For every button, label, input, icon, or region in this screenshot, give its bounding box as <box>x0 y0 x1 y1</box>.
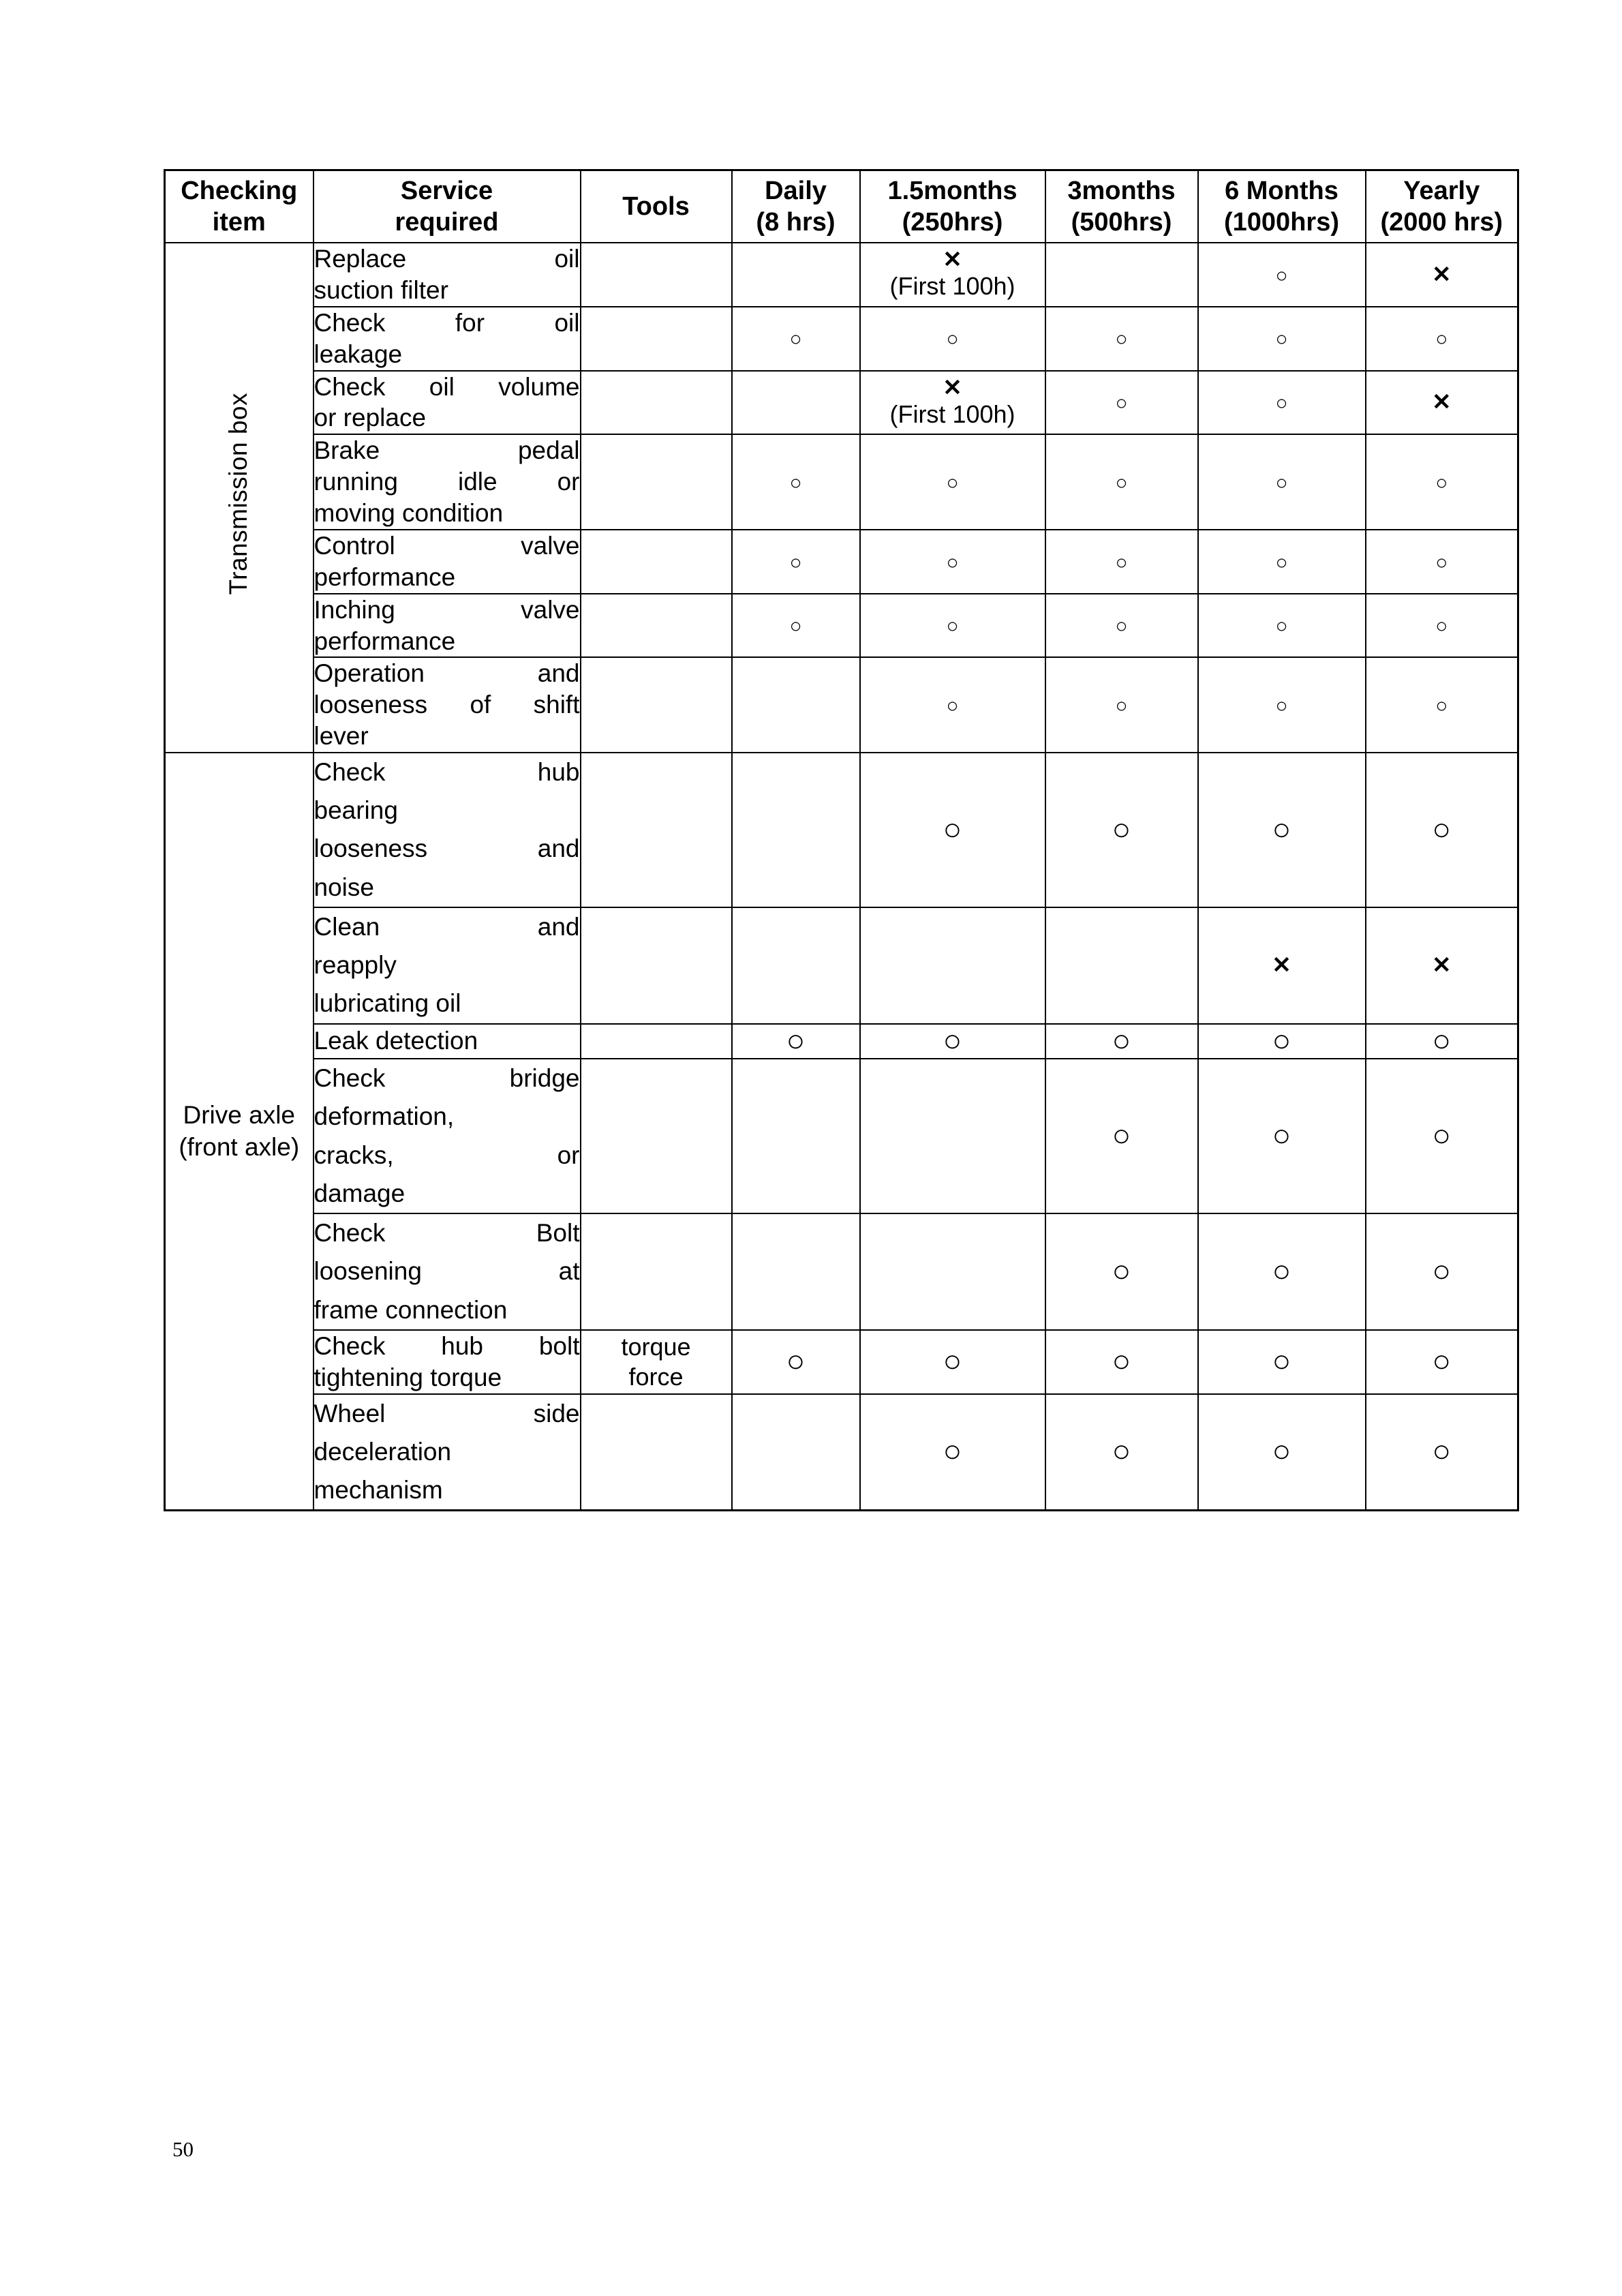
circle-icon: ○ <box>1115 694 1128 717</box>
header-line: 3months <box>1067 176 1176 205</box>
mark-yearly <box>1366 243 1518 307</box>
mark-6-months <box>1198 530 1366 594</box>
circle-icon: ○ <box>1275 471 1288 494</box>
cross-icon: ✕ <box>1432 261 1452 288</box>
service-line: lubricating oil <box>313 989 461 1018</box>
circle-icon: ○ <box>789 551 802 574</box>
mark-daily <box>732 1059 860 1213</box>
circle-icon: ○ <box>1432 1433 1452 1469</box>
service-line: Brake pedal <box>313 436 580 465</box>
first-100h-note: (First 100h) <box>889 399 1015 428</box>
circle-icon: ○ <box>1275 264 1288 287</box>
mark-yearly <box>1366 371 1518 435</box>
mark-1-5-months <box>860 753 1045 907</box>
table-row <box>165 1394 1518 1511</box>
table-row <box>165 1059 1518 1213</box>
group-label-text: (front axle) <box>179 1132 300 1161</box>
table-row <box>165 753 1518 907</box>
table-row <box>165 1024 1518 1059</box>
tools-cell <box>581 1059 732 1213</box>
circle-icon: ○ <box>1435 615 1448 638</box>
mark-3-months <box>1045 307 1198 371</box>
mark-daily <box>732 243 860 307</box>
mark-daily <box>732 907 860 1024</box>
cross-icon: ✕ <box>943 374 962 401</box>
service-line: reapply <box>313 951 397 980</box>
circle-icon: ○ <box>1112 1022 1131 1058</box>
circle-icon: ○ <box>1115 328 1128 351</box>
table-row <box>165 657 1518 753</box>
header-line: Daily <box>765 176 827 205</box>
circle-icon: ○ <box>1432 1252 1452 1288</box>
tools-cell <box>581 1330 732 1394</box>
circle-icon: ○ <box>943 1022 962 1058</box>
circle-icon: ○ <box>789 471 802 494</box>
header-line: (2000 hrs) <box>1380 208 1503 237</box>
circle-icon: ○ <box>1115 615 1128 638</box>
tools-cell <box>581 1024 732 1059</box>
circle-icon: ○ <box>789 615 802 638</box>
service-line: Clean and <box>313 912 580 941</box>
circle-icon: ○ <box>1432 1342 1452 1378</box>
mark-daily <box>732 371 860 435</box>
service-required-cell <box>313 434 581 530</box>
mark-daily <box>732 530 860 594</box>
tools-cell <box>581 1394 732 1511</box>
service-line: performance <box>313 562 456 591</box>
mark-daily <box>732 594 860 658</box>
mark-daily <box>732 657 860 753</box>
mark-daily <box>732 1213 860 1330</box>
circle-icon: ○ <box>1275 392 1288 415</box>
mark-1-5-months <box>860 1059 1045 1213</box>
service-line: mechanism <box>313 1476 443 1504</box>
service-line: bearing <box>313 796 398 825</box>
service-required-cell <box>313 1213 581 1330</box>
circle-icon: ○ <box>1115 471 1128 494</box>
mark-6-months <box>1198 1394 1366 1511</box>
service-required-cell <box>313 907 581 1024</box>
mark-1-5-months <box>860 371 1045 435</box>
service-line: damage <box>313 1179 406 1207</box>
circle-icon: ○ <box>1432 811 1452 847</box>
mark-yearly <box>1366 434 1518 530</box>
service-line: or replace <box>313 404 427 432</box>
circle-icon: ○ <box>1112 1433 1131 1469</box>
maintenance-table-wrapper <box>164 169 1517 1511</box>
header-6-months <box>1198 170 1366 243</box>
service-line: Replace oil <box>313 245 580 273</box>
mark-yearly <box>1366 594 1518 658</box>
circle-icon: ○ <box>943 811 962 847</box>
circle-icon: ○ <box>1275 328 1288 351</box>
service-required-cell <box>313 753 581 907</box>
mark-1-5-months <box>860 1330 1045 1394</box>
service-line: Leak detection <box>313 1027 478 1055</box>
mark-daily <box>732 1394 860 1511</box>
service-required-cell <box>313 1024 581 1059</box>
service-required-cell <box>313 1394 581 1511</box>
header-1-5-months <box>860 170 1045 243</box>
service-line: Inching valve <box>313 595 580 624</box>
service-required-cell <box>313 243 581 307</box>
mark-6-months <box>1198 657 1366 753</box>
mark-6-months <box>1198 907 1366 1024</box>
header-daily <box>732 170 860 243</box>
service-required-cell <box>313 371 581 435</box>
circle-icon: ○ <box>943 1342 962 1378</box>
tools-cell <box>581 907 732 1024</box>
service-line: suction filter <box>313 275 448 304</box>
circle-icon: ○ <box>1115 551 1128 574</box>
circle-icon: ○ <box>786 1342 806 1378</box>
mark-6-months <box>1198 1024 1366 1059</box>
table-row <box>165 594 1518 658</box>
circle-icon: ○ <box>1435 328 1448 351</box>
mark-yearly <box>1366 1213 1518 1330</box>
table-row <box>165 1213 1518 1330</box>
mark-3-months <box>1045 434 1198 530</box>
service-line: tightening torque <box>313 1363 502 1391</box>
header-line: Checking <box>181 176 298 205</box>
table-row <box>165 907 1518 1024</box>
service-required-cell <box>313 530 581 594</box>
tools-cell <box>581 657 732 753</box>
mark-1-5-months <box>860 907 1045 1024</box>
service-line: loosening at <box>313 1257 580 1286</box>
circle-icon: ○ <box>1272 1433 1291 1469</box>
tools-line: torque <box>621 1332 691 1361</box>
circle-icon: ○ <box>1115 392 1128 415</box>
service-line: Check oil volume <box>313 372 580 401</box>
maintenance-schedule-table <box>164 169 1519 1511</box>
circle-icon: ○ <box>1272 1252 1291 1288</box>
circle-icon: ○ <box>1272 1342 1291 1378</box>
circle-icon: ○ <box>1435 694 1448 717</box>
circle-icon: ○ <box>946 551 959 574</box>
mark-1-5-months <box>860 1024 1045 1059</box>
service-line: Operation and <box>313 659 580 688</box>
tools-cell <box>581 434 732 530</box>
mark-yearly <box>1366 1330 1518 1394</box>
group-label-text: Transmission box <box>224 392 253 595</box>
mark-6-months <box>1198 371 1366 435</box>
tools-cell <box>581 371 732 435</box>
service-line: looseness of shift <box>313 691 580 719</box>
mark-1-5-months <box>860 434 1045 530</box>
service-line: Control valve <box>313 531 580 560</box>
mark-3-months <box>1045 1024 1198 1059</box>
header-line: Service <box>400 176 493 205</box>
service-line: frame connection <box>313 1295 508 1324</box>
cross-icon: ✕ <box>943 247 962 273</box>
mark-yearly <box>1366 307 1518 371</box>
table-header <box>165 170 1518 243</box>
header-line: (8 hrs) <box>756 208 836 237</box>
mark-6-months <box>1198 1330 1366 1394</box>
circle-icon: ○ <box>946 471 959 494</box>
mark-1-5-months <box>860 1213 1045 1330</box>
table-row <box>165 243 1518 307</box>
service-required-cell <box>313 1059 581 1213</box>
circle-icon: ○ <box>946 694 959 717</box>
mark-6-months <box>1198 753 1366 907</box>
mark-3-months <box>1045 907 1198 1024</box>
group-label-drive-axle <box>165 753 313 1511</box>
mark-yearly <box>1366 1059 1518 1213</box>
circle-icon: ○ <box>1272 811 1291 847</box>
header-line: 1.5months <box>887 176 1017 205</box>
mark-3-months <box>1045 753 1198 907</box>
cross-icon: ✕ <box>1272 952 1291 979</box>
service-line: deceleration <box>313 1437 452 1466</box>
header-line: (1000hrs) <box>1224 208 1339 237</box>
header-line: item <box>212 208 266 237</box>
mark-yearly <box>1366 753 1518 907</box>
header-line: Tools <box>622 192 690 221</box>
mark-1-5-months <box>860 1394 1045 1511</box>
circle-icon: ○ <box>1275 694 1288 717</box>
mark-3-months <box>1045 1330 1198 1394</box>
cross-icon: ✕ <box>1432 952 1452 979</box>
mark-3-months <box>1045 1394 1198 1511</box>
mark-daily <box>732 753 860 907</box>
circle-icon: ○ <box>943 1433 962 1469</box>
circle-icon: ○ <box>1275 615 1288 638</box>
table-row <box>165 530 1518 594</box>
mark-3-months <box>1045 243 1198 307</box>
circle-icon: ○ <box>1272 1022 1291 1058</box>
header-tools <box>581 170 732 243</box>
tools-cell <box>581 594 732 658</box>
circle-icon: ○ <box>1432 1117 1452 1153</box>
mark-daily <box>732 1024 860 1059</box>
circle-icon: ○ <box>946 615 959 638</box>
header-3-months <box>1045 170 1198 243</box>
circle-icon: ○ <box>1112 1117 1131 1153</box>
tools-cell <box>581 1213 732 1330</box>
service-line: noise <box>313 873 374 901</box>
mark-3-months <box>1045 371 1198 435</box>
circle-icon: ○ <box>1112 811 1131 847</box>
circle-icon: ○ <box>946 328 959 351</box>
page-number: 50 <box>172 2137 194 2161</box>
group-label-transmission-box <box>165 243 313 753</box>
service-line: Check hub bolt <box>313 1331 580 1360</box>
service-line: cracks, or <box>313 1141 580 1169</box>
service-line: Check for oil <box>313 308 580 337</box>
mark-yearly <box>1366 657 1518 753</box>
service-line: Check hub <box>313 758 580 786</box>
mark-3-months <box>1045 657 1198 753</box>
service-line: deformation, <box>313 1102 455 1131</box>
mark-1-5-months <box>860 243 1045 307</box>
table-body <box>165 243 1518 1511</box>
mark-6-months <box>1198 307 1366 371</box>
mark-daily <box>732 1330 860 1394</box>
tools-cell <box>581 243 732 307</box>
mark-yearly <box>1366 907 1518 1024</box>
mark-daily <box>732 434 860 530</box>
mark-3-months <box>1045 1213 1198 1330</box>
group-label-text: Drive axle <box>183 1101 295 1129</box>
table-row <box>165 434 1518 530</box>
header-line: Yearly <box>1403 176 1480 205</box>
circle-icon: ○ <box>789 328 802 351</box>
table-row <box>165 371 1518 435</box>
circle-icon: ○ <box>1275 551 1288 574</box>
table-row <box>165 1330 1518 1394</box>
mark-6-months <box>1198 1059 1366 1213</box>
circle-icon: ○ <box>786 1022 806 1058</box>
circle-icon: ○ <box>1435 471 1448 494</box>
mark-3-months <box>1045 1059 1198 1213</box>
mark-yearly <box>1366 530 1518 594</box>
service-required-cell <box>313 307 581 371</box>
service-required-cell <box>313 657 581 753</box>
mark-1-5-months <box>860 530 1045 594</box>
circle-icon: ○ <box>1432 1022 1452 1058</box>
circle-icon: ○ <box>1112 1342 1131 1378</box>
header-line: (500hrs) <box>1071 208 1172 237</box>
service-line: Check Bolt <box>313 1219 580 1248</box>
mark-3-months <box>1045 594 1198 658</box>
mark-6-months <box>1198 594 1366 658</box>
mark-1-5-months <box>860 657 1045 753</box>
header-line: required <box>395 208 499 237</box>
service-line: performance <box>313 626 456 655</box>
mark-1-5-months <box>860 594 1045 658</box>
tools-line: force <box>628 1362 684 1391</box>
circle-icon: ○ <box>1272 1117 1291 1153</box>
service-line: moving condition <box>313 499 504 527</box>
service-line: leakage <box>313 339 403 368</box>
tools-cell <box>581 530 732 594</box>
tools-cell <box>581 307 732 371</box>
header-service-required <box>313 170 581 243</box>
header-line: 6 Months <box>1225 176 1338 205</box>
mark-6-months <box>1198 434 1366 530</box>
mark-6-months <box>1198 1213 1366 1330</box>
service-line: running idle or <box>313 468 580 496</box>
tools-cell <box>581 753 732 907</box>
circle-icon: ○ <box>1435 551 1448 574</box>
service-required-cell <box>313 594 581 658</box>
service-line: looseness and <box>313 834 580 863</box>
service-line: Check bridge <box>313 1064 580 1093</box>
header-row <box>165 170 1518 243</box>
first-100h-note: (First 100h) <box>889 272 1015 301</box>
header-line: (250hrs) <box>902 208 1003 237</box>
circle-icon: ○ <box>1112 1252 1131 1288</box>
mark-daily <box>732 307 860 371</box>
mark-6-months <box>1198 243 1366 307</box>
table-row <box>165 307 1518 371</box>
cross-icon: ✕ <box>1432 389 1452 416</box>
service-line: Wheel side <box>313 1399 580 1428</box>
mark-yearly <box>1366 1394 1518 1511</box>
mark-3-months <box>1045 530 1198 594</box>
header-yearly <box>1366 170 1518 243</box>
mark-1-5-months <box>860 307 1045 371</box>
mark-yearly <box>1366 1024 1518 1059</box>
service-line: lever <box>313 722 369 751</box>
service-required-cell <box>313 1330 581 1394</box>
header-checking-item <box>165 170 313 243</box>
